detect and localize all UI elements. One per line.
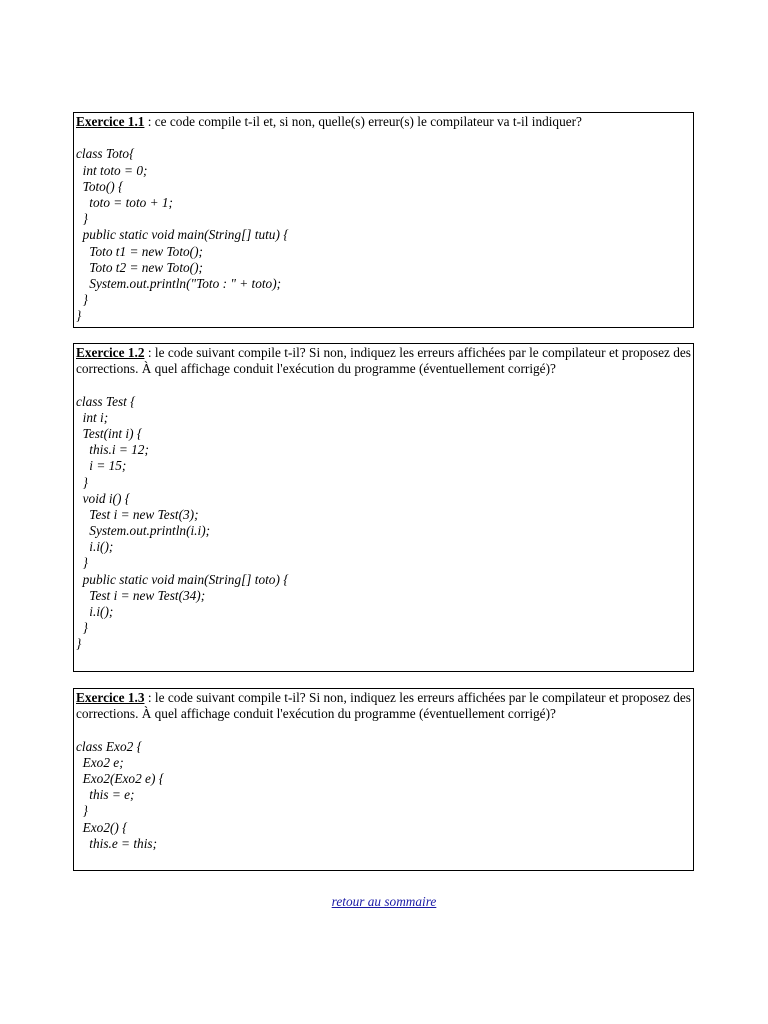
code-line: } bbox=[76, 211, 88, 227]
code-line: } bbox=[76, 803, 88, 819]
code-line: Test i = new Test(34); bbox=[76, 587, 206, 603]
footer bbox=[0, 894, 768, 910]
back-to-summary-link[interactable]: retour au sommaire bbox=[331, 894, 437, 909]
code-line: Toto() { bbox=[76, 178, 124, 194]
code-line: int toto = 0; bbox=[76, 162, 148, 178]
code-line: } bbox=[76, 620, 88, 636]
exercise-question: : ce code compile t-il et, si non, quelle(s) erreur(s) le compilateur va t-il indiquer? bbox=[144, 114, 582, 129]
exercise-question: : le code suivant compile t-il? Si non, indiquez les erreurs affichées par le compilateur et proposez des corrections. À quel affichage conduit l'exécution du programme (éventuellement corrigé)? bbox=[76, 690, 691, 722]
spacer bbox=[76, 722, 691, 738]
code-line: Exo2(Exo2 e) { bbox=[76, 770, 165, 786]
code-line: public static void main(String[] tutu) { bbox=[76, 227, 289, 243]
code-line: System.out.println(i.i); bbox=[76, 523, 211, 539]
code-block bbox=[76, 146, 691, 324]
code-line: Exo2 e; bbox=[76, 754, 124, 770]
code-line: Test i = new Test(3); bbox=[76, 506, 199, 522]
code-line: Test(int i) { bbox=[76, 425, 143, 441]
code-line: Exo2() { bbox=[76, 819, 128, 835]
code-line: i.i(); bbox=[76, 604, 114, 620]
code-line: toto = toto + 1; bbox=[76, 194, 173, 210]
code-line: this = e; bbox=[76, 787, 135, 803]
exercise-intro bbox=[76, 690, 691, 722]
exercise-intro bbox=[76, 345, 691, 377]
code-line: Toto t2 = new Toto(); bbox=[76, 259, 203, 275]
code-line: i.i(); bbox=[76, 539, 114, 555]
code-line: this.e = this; bbox=[76, 835, 157, 851]
exercise-box-1-3 bbox=[73, 688, 694, 871]
exercise-box-1-2 bbox=[73, 343, 694, 672]
code-line: int i; bbox=[76, 409, 109, 425]
exercise-question: : le code suivant compile t-il? Si non, indiquez les erreurs affichées par le compilateur et proposez des corrections. À quel affichage conduit l'exécution du programme (éventuellement corrigé)? bbox=[76, 345, 691, 377]
code-line: public static void main(String[] toto) { bbox=[76, 571, 289, 587]
spacer bbox=[76, 130, 691, 146]
code-line: Toto t1 = new Toto(); bbox=[76, 243, 203, 259]
code-line: this.i = 12; bbox=[76, 442, 149, 458]
code-block bbox=[76, 394, 691, 653]
code-line: class Exo2 { bbox=[76, 738, 142, 754]
code-line: } bbox=[76, 636, 82, 652]
exercise-label: Exercice 1.2 bbox=[76, 345, 145, 360]
code-line: } bbox=[76, 292, 88, 308]
code-block bbox=[76, 739, 691, 852]
exercise-label: Exercice 1.1 bbox=[76, 114, 145, 129]
code-line: System.out.println("Toto : " + toto); bbox=[76, 275, 282, 291]
code-line: } bbox=[76, 474, 88, 490]
spacer bbox=[76, 377, 691, 393]
code-line: } bbox=[76, 308, 82, 324]
code-line: i = 15; bbox=[76, 458, 127, 474]
exercise-intro bbox=[76, 114, 691, 130]
code-line: class Test { bbox=[76, 393, 136, 409]
code-line: } bbox=[76, 555, 88, 571]
code-line: void i() { bbox=[76, 490, 131, 506]
exercise-box-1-1 bbox=[73, 112, 694, 328]
code-line: class Toto{ bbox=[76, 146, 135, 162]
exercise-label: Exercice 1.3 bbox=[76, 690, 145, 705]
